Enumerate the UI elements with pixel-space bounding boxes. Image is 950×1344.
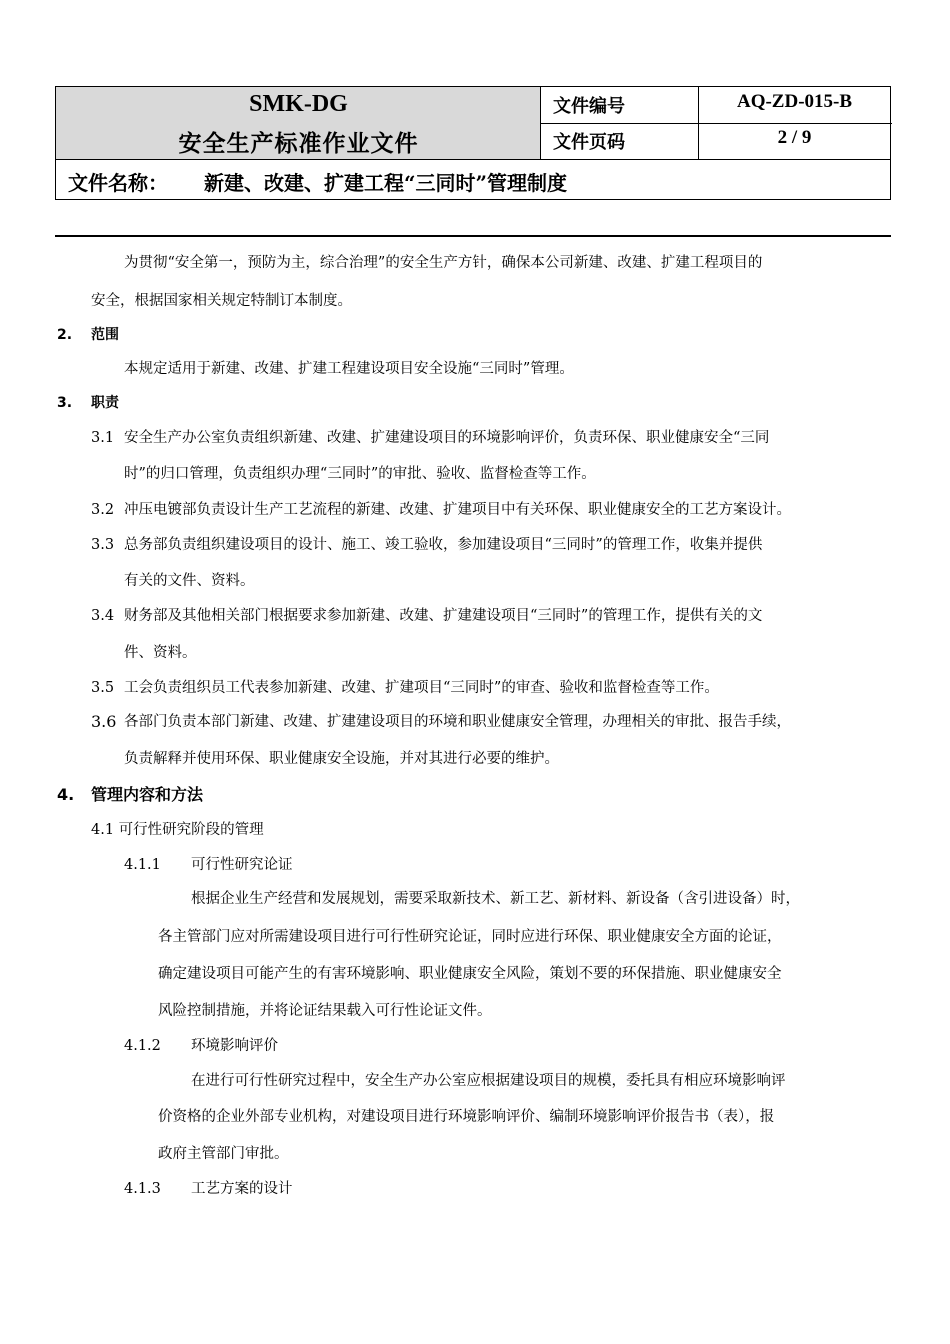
section-number: 2. [57, 327, 73, 343]
duty-item-text: 工会负责组织员工代表参加新建、改建、扩建项目“三同时”的审查、验收和监督检查等工作。 [124, 680, 719, 696]
paragraph-line: 根据企业生产经营和发展规划，需要采取新技术、新工艺、新材料、新设备（含引进设备）时， [191, 891, 800, 907]
paragraph-line: 确定建设项目可能产生的有害环境影响、职业健康安全风险，策划不要的环保措施、职业健康安全 [158, 966, 782, 982]
duty-item-text: 各部门负责本部门新建、改建、扩建建设项目的环境和职业健康安全管理，办理相关的审批、报告手续， [124, 714, 791, 730]
page-number-label: 文件页码 [553, 132, 625, 153]
doc-number-value: AQ-ZD-015-B [736, 91, 853, 112]
page-number-value: 2 / 9 [777, 127, 812, 148]
duty-item-number: 3.4 [91, 608, 115, 624]
subsubsection-title: 环境影响评价 [191, 1038, 278, 1054]
duty-item-number: 3.1 [91, 430, 115, 446]
duty-item-text: 有关的文件、资料。 [124, 573, 255, 589]
paragraph-line: 政府主管部门审批。 [158, 1146, 289, 1162]
subsubsection-title: 工艺方案的设计 [191, 1181, 293, 1197]
subsubsection-title: 可行性研究论证 [191, 857, 293, 873]
paragraph-line: 风险控制措施，并将论证结果载入可行性论证文件。 [158, 1003, 492, 1019]
duty-item-number: 3.6 [91, 712, 117, 731]
section-number: 4. [57, 785, 75, 804]
paragraph-line: 价资格的企业外部专业机构，对建设项目进行环境影响评价、编制环境影响评价报告书（表），报 [158, 1109, 775, 1125]
duty-item-text: 总务部负责组织建设项目的设计、施工、竣工验收，参加建设项目“三同时”的管理工作，收集并提供 [124, 537, 763, 553]
section-title-management: 管理内容和方法 [91, 785, 204, 804]
section-number: 3. [57, 395, 73, 411]
duty-item-number: 3.2 [91, 502, 115, 518]
duty-item-text: 件、资料。 [124, 645, 197, 661]
document-type: 安全生产标准作业文件 [178, 130, 419, 157]
duty-item-number: 3.5 [91, 680, 115, 696]
paragraph-line: 各主管部门应对所需建设项目进行可行性研究论证，同时应进行环保、职业健康安全方面的论证， [158, 929, 782, 945]
company-code: SMK-DG [249, 91, 348, 117]
subsubsection-number: 4.1.2 [124, 1038, 161, 1054]
duty-item-text: 冲压电镀部负责设计生产工艺流程的新建、改建、扩建项目中有关环保、职业健康安全的工艺方案设计。 [124, 502, 791, 518]
duty-item-text: 时”的归口管理，负责组织办理“三同时”的审批、验收、监督检查等工作。 [124, 466, 596, 482]
duty-item-text: 负责解释并使用环保、职业健康安全设施，并对其进行必要的维护。 [124, 751, 559, 767]
purpose-line: 安全，根据国家相关规定特制订本制度。 [91, 293, 352, 309]
scope-text: 本规定适用于新建、改建、扩建工程建设项目安全设施“三同时”管理。 [124, 361, 574, 377]
header-rule [55, 235, 891, 237]
document-name-value: 新建、改建、扩建工程“三同时”管理制度 [204, 171, 568, 195]
table-divider [56, 159, 890, 160]
subsubsection-number: 4.1.3 [124, 1181, 161, 1197]
subsection-heading: 4.1 可行性研究阶段的管理 [91, 822, 264, 838]
table-divider [541, 123, 892, 124]
duty-item-text: 安全生产办公室负责组织新建、改建、扩建建设项目的环境影响评价，负责环保、职业健康安全“三同 [124, 430, 770, 446]
purpose-line: 为贯彻“安全第一，预防为主，综合治理”的安全生产方针，确保本公司新建、改建、扩建工程项目的 [124, 255, 763, 271]
section-title-duties: 职责 [91, 395, 119, 411]
subsubsection-number: 4.1.1 [124, 857, 161, 873]
paragraph-line: 在进行可行性研究过程中，安全生产办公室应根据建设项目的规模，委托具有相应环境影响评 [191, 1073, 786, 1089]
duty-item-text: 财务部及其他相关部门根据要求参加新建、改建、扩建建设项目“三同时”的管理工作，提供有关的文 [124, 608, 763, 624]
document-header-table [55, 86, 891, 200]
doc-number-label: 文件编号 [553, 96, 625, 117]
document-name-label: 文件名称： [68, 171, 168, 195]
section-title-scope: 范围 [91, 327, 119, 343]
duty-item-number: 3.3 [91, 537, 115, 553]
